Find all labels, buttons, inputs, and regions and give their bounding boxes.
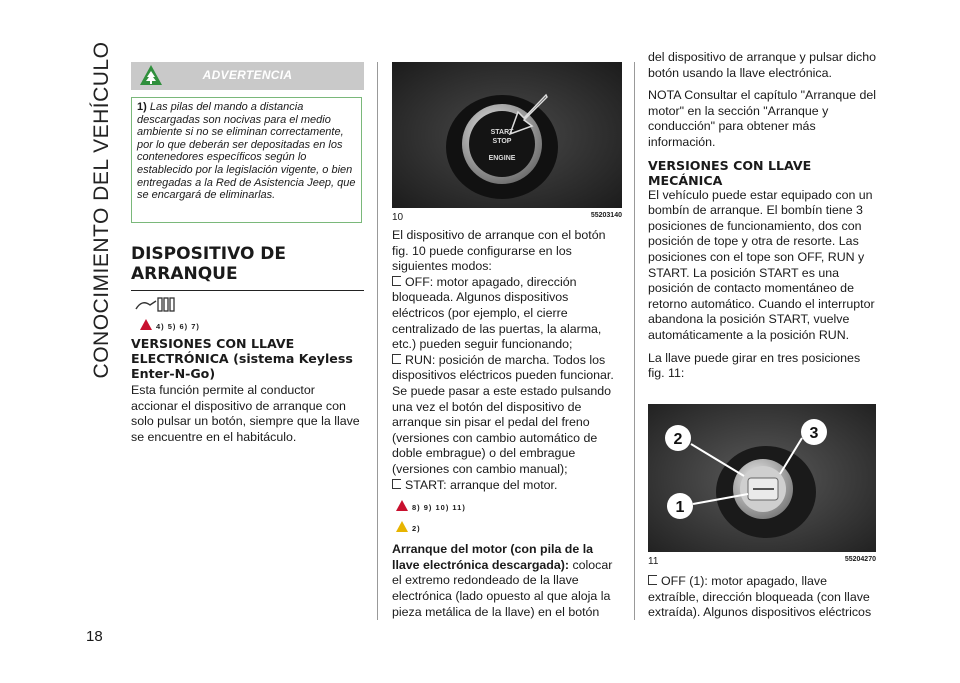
paragraph: La llave puede girar en tres posiciones fig. 11: — [648, 350, 861, 381]
mode-off: OFF: motor apagado, dirección bloqueada. Algunos dispositivos eléctricos (por ejemplo, el cierre centralizado de las puertas, la alarma, etc.) pueden seguir funcionando; — [392, 274, 602, 352]
column-3-body — [648, 50, 876, 389]
keyless-icon — [134, 295, 176, 315]
warning-box — [131, 97, 362, 223]
paragraph: del dispositivo de arranque y pulsar dicho botón usando la llave electrónica. — [648, 50, 876, 80]
section-warning-refs: 4) 5) 6) 7) — [140, 316, 200, 334]
figure-11-caption — [648, 556, 876, 567]
position-label-2: 2 — [673, 431, 683, 448]
button-label-stop: STOP — [492, 138, 512, 145]
paragraph: El vehículo puede estar equipado con un bombín de arranque. El bombín tiene 3 posiciones de funcionamiento, dos con posición de tope y otra de resorte. Las posiciones con el tope son OFF, RUN y START. La posición START es una posición de contacto momentáneo de retorno automático. Cuando el interruptor abandona la posición START, vuelve automáticamente a la posición RUN. — [648, 187, 875, 342]
position-off: OFF (1): motor apagado, llave extraíble, dirección bloqueada (con llave extraída). Algunos dispositivos eléctricos — [648, 574, 872, 620]
key-bullet-icon — [392, 479, 401, 489]
note-paragraph: NOTA Consultar el capítulo "Arranque del motor" en la sección "Arranque y conducción" para obtener más información. — [648, 88, 877, 149]
ignition-key-illustration — [648, 404, 876, 552]
column-divider — [377, 62, 378, 620]
warning-icon — [396, 500, 408, 511]
position-label-3: 3 — [809, 425, 819, 442]
figure-code: 55203140 — [590, 212, 622, 219]
warning-refs-yellow: 2) — [396, 520, 624, 537]
chapter-title-text: CONOCIMIENTO DEL VEHÍCULO — [90, 41, 113, 379]
figure-10-caption — [392, 212, 622, 223]
button-label-start: START — [490, 129, 514, 136]
warning-text: Las pilas del mando a distancia descargadas son nocivas para el medio ambiente si no se eliminan correctamente, por lo que deberán ser depositadas en los contenedores específicos según lo establecido por la legislación vigente, o bien entregadas a la Red de Asistencia Jeep, que se encargará de eliminarlas. — [137, 101, 356, 202]
figure-10-photo — [392, 62, 622, 208]
mode-start: START: arranque del motor. — [392, 478, 624, 494]
mode-run: RUN: posición de marcha. Todos los dispositivos eléctricos pueden funcionar. Se puede pasar a este estado pulsando una vez el botón del dispositivo de arranque sin pisar el pedal del freno (versiones con cambio automático de doble embrague) o del embrague (versiones con cambio manual); — [392, 352, 614, 476]
subsection-title: VERSIONES CON LLAVE ELECTRÓNICA (sistema Keyless Enter-N-Go) — [131, 336, 353, 381]
key-bullet-icon — [392, 354, 401, 364]
paragraph: Esta función permite al conductor accionar el dispositivo de arranque con solo pulsar un botón, siempre que la llave se encuentre en el habitáculo. — [131, 383, 360, 444]
page-number: 18 — [86, 628, 103, 645]
warning-icon — [140, 319, 152, 330]
warning-header — [131, 62, 364, 90]
subsection-title: VERSIONES CON LLAVE MECÁNICA — [648, 157, 812, 188]
button-label-engine: ENGINE — [488, 155, 516, 162]
figure-code: 55204270 — [844, 556, 876, 563]
column-1-body — [131, 336, 365, 452]
column-2-body — [392, 228, 624, 627]
figure-number: 10 — [392, 212, 404, 223]
warning-refs-red: 8) 9) 10) 11) — [396, 499, 624, 516]
warning-title: ADVERTENCIA — [202, 68, 293, 82]
paragraph: Arranque del motor (con pila de la llave electrónica descargada): colocar el extremo redondeado de la llave electrónica (lado opuesto al que aloja la pieza metálica de la llave) en el botón — [392, 542, 613, 619]
figure-11-photo — [648, 404, 876, 552]
caution-icon — [396, 521, 408, 532]
key-bullet-icon — [648, 575, 657, 585]
column-divider — [634, 62, 635, 620]
start-button-illustration — [392, 62, 622, 208]
section-title: DISPOSITIVO DE ARRANQUE — [131, 244, 364, 291]
figure-number: 11 — [648, 556, 659, 567]
warning-number: 1) — [137, 101, 147, 113]
key-bullet-icon — [392, 276, 401, 286]
chapter-side-title — [87, 40, 117, 380]
paragraph: El dispositivo de arranque con el botón fig. 10 puede configurarse en los siguientes modos: — [392, 228, 606, 274]
position-label-1: 1 — [675, 499, 685, 516]
column-3-bottom — [648, 574, 876, 621]
